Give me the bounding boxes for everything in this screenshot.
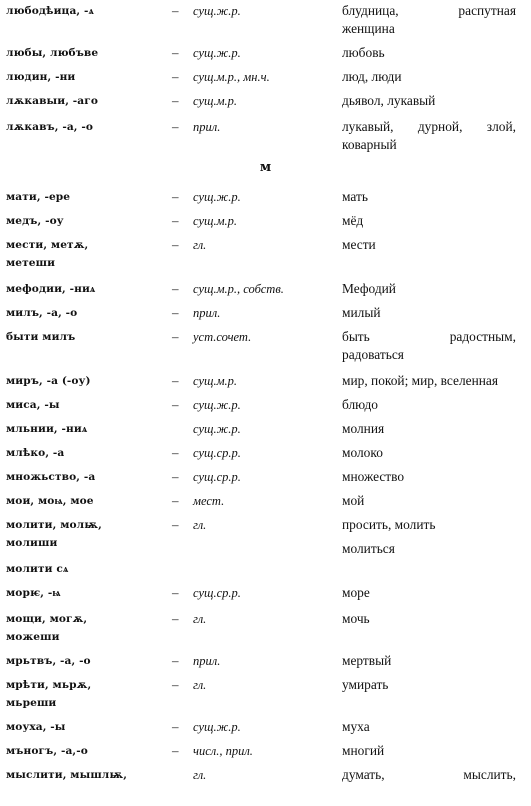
headword-line: мльнии, -ниѧ — [6, 423, 88, 435]
grammar-note: сущ.ср.р. — [193, 586, 241, 600]
headword-line: метеши — [6, 257, 56, 269]
dash-separator: – — [172, 93, 179, 108]
headword — [6, 118, 166, 136]
translation-line: мёд — [342, 213, 364, 228]
headword — [6, 212, 166, 230]
headword-line: можеши — [6, 631, 60, 643]
grammar-note: сущ.ж.р. — [193, 46, 241, 60]
grammar-note: прил. — [193, 120, 221, 134]
headword-line: молиши — [6, 537, 58, 549]
dash-separator: – — [172, 585, 179, 600]
translation-line: милый — [342, 305, 381, 320]
grammar-note: сущ.м.р. — [193, 374, 238, 388]
translation — [342, 444, 516, 462]
dash-separator: – — [172, 69, 179, 84]
headword — [6, 396, 166, 414]
dash-separator: – — [172, 517, 179, 532]
translation — [342, 92, 516, 110]
headword-line: морѥ, -ѩ — [6, 587, 61, 599]
dash-separator: – — [172, 305, 179, 320]
translation — [342, 396, 516, 414]
headword — [6, 766, 166, 784]
translation — [342, 372, 516, 390]
grammar-note: сущ.ср.р. — [193, 470, 241, 484]
headword — [6, 68, 166, 86]
headword-line: миръ, -а (-оу) — [6, 375, 91, 387]
translation-line: мой — [342, 493, 365, 508]
grammar-note: сущ.м.р. — [193, 214, 238, 228]
headword-line: лѫкавъ, -а, -о — [6, 121, 94, 133]
grammar-note: сущ.ж.р. — [193, 398, 241, 412]
grammar-note: уст.сочет. — [193, 330, 252, 344]
translation-line: мертвый — [342, 653, 392, 668]
translation-line: люд, люди — [342, 69, 402, 84]
translation-line: муха — [342, 719, 370, 734]
translation — [342, 468, 516, 486]
headword — [6, 468, 166, 486]
headword-line: мои, моѩ, мое — [6, 495, 94, 507]
headword-line: любы, любъве — [6, 47, 99, 59]
section-letter: м — [259, 160, 272, 175]
dash-separator: – — [172, 469, 179, 484]
headword — [6, 560, 166, 578]
grammar-note: сущ.м.р. — [193, 94, 238, 108]
headword — [6, 516, 166, 552]
grammar-note: числ., прил. — [193, 744, 253, 758]
headword — [6, 372, 166, 390]
headword-line: множьство, -а — [6, 471, 96, 483]
dash-separator: – — [172, 653, 179, 668]
headword — [6, 44, 166, 62]
headword-line: молити, молѭ, — [6, 519, 102, 531]
translation — [342, 280, 516, 298]
grammar-note: сущ.ср.р. — [193, 446, 241, 460]
entry-row — [0, 676, 531, 716]
entry-row — [0, 118, 531, 158]
translation — [342, 68, 516, 86]
headword-line: молити сѧ — [6, 563, 69, 575]
translation-line: молиться — [342, 541, 395, 556]
translation-line: молоко — [342, 445, 383, 460]
grammar-note: сущ.ж.р. — [193, 190, 241, 204]
translation-line: молния — [342, 421, 385, 436]
headword-line: мощи, могѫ, — [6, 613, 88, 625]
translation-line: просить, молить — [342, 517, 436, 532]
translation — [342, 188, 516, 206]
dash-separator: – — [172, 329, 179, 344]
headword-line: милъ, -а, -о — [6, 307, 78, 319]
translation-line: море — [342, 585, 370, 600]
dash-separator: – — [172, 45, 179, 60]
entry-row — [0, 766, 531, 806]
headword-line: людин, -ни — [6, 71, 76, 83]
headword-line: мести, метѫ, — [6, 239, 89, 251]
translation-line: множество — [342, 469, 405, 484]
dash-separator: – — [172, 281, 179, 296]
translation — [342, 2, 516, 38]
headword-line: мати, -ере — [6, 191, 71, 203]
dash-separator: – — [172, 611, 179, 626]
headword — [6, 610, 166, 646]
grammar-note: мест. — [193, 494, 225, 508]
headword — [6, 280, 166, 298]
translation-line: Мефодий — [342, 281, 396, 296]
headword-line: моуха, -ы — [6, 721, 66, 733]
dash-separator: – — [172, 213, 179, 228]
translation-line: блюдо — [342, 397, 378, 412]
translation-line: многий — [342, 743, 385, 758]
headword-line: мыслити, мышлѭ, — [6, 769, 128, 781]
translation — [342, 44, 516, 62]
headword — [6, 676, 166, 712]
headword — [6, 444, 166, 462]
translation-line: быть радостным, — [342, 329, 516, 344]
translation-line: думать, мыслить, — [342, 767, 516, 782]
headword — [6, 584, 166, 602]
translation-line: мочь — [342, 611, 370, 626]
headword-line: лѫкавыи, -аго — [6, 95, 99, 107]
translation-line: лукавый, дурной, злой, — [342, 119, 516, 134]
translation-line: коварный — [342, 137, 397, 152]
grammar-note: прил. — [193, 654, 221, 668]
headword-line: мъногъ, -а,-о — [6, 745, 88, 757]
headword-line: миса, -ы — [6, 399, 60, 411]
dash-separator: – — [172, 719, 179, 734]
headword-line: мрьтвъ, -а, -о — [6, 655, 91, 667]
grammar-note: сущ.м.р., собств. — [193, 282, 284, 296]
dash-separator: – — [172, 373, 179, 388]
grammar-note: гл. — [193, 612, 207, 626]
translation — [342, 118, 516, 154]
headword — [6, 742, 166, 760]
headword — [6, 236, 166, 272]
headword — [6, 328, 166, 346]
translation-line: мир, покой; мир, вселенная — [342, 373, 499, 388]
translation — [342, 742, 516, 760]
headword — [6, 492, 166, 510]
translation-line: мать — [342, 189, 368, 204]
translation — [342, 766, 516, 784]
headword — [6, 92, 166, 110]
dash-separator: – — [172, 397, 179, 412]
headword — [6, 718, 166, 736]
grammar-note: гл. — [193, 768, 207, 782]
translation-line: дьявол, лукавый — [342, 93, 436, 108]
headword-line: быти милъ — [6, 331, 76, 343]
headword-line: мьреши — [6, 697, 57, 709]
headword — [6, 188, 166, 206]
dash-separator: – — [172, 493, 179, 508]
headword-line: медъ, -оу — [6, 215, 64, 227]
translation — [342, 516, 516, 558]
translation — [342, 212, 516, 230]
grammar-note: сущ.ж.р. — [193, 4, 241, 18]
translation — [342, 492, 516, 510]
dash-separator: – — [172, 237, 179, 252]
entry-row — [0, 2, 531, 42]
dash-separator: – — [172, 677, 179, 692]
grammar-note: сущ.м.р., мн.ч. — [193, 70, 270, 84]
translation — [342, 652, 516, 670]
dash-separator: – — [172, 3, 179, 18]
translation — [342, 304, 516, 322]
headword — [6, 652, 166, 670]
translation — [342, 610, 516, 628]
translation — [342, 676, 516, 694]
grammar-note: прил. — [193, 306, 221, 320]
grammar-note: гл. — [193, 238, 207, 252]
headword — [6, 420, 166, 438]
translation-line: любовь — [342, 45, 385, 60]
translation-line: умирать — [342, 677, 389, 692]
headword — [6, 2, 166, 20]
dash-separator: – — [172, 743, 179, 758]
translation-line: радоваться — [342, 347, 404, 362]
dash-separator: – — [172, 445, 179, 460]
translation-line: мести — [342, 237, 376, 252]
entry-row — [0, 516, 531, 556]
headword-line: млѣко, -а — [6, 447, 65, 459]
translation — [342, 236, 516, 254]
translation-line: блудница, распутная — [342, 3, 516, 18]
headword-line: мефодии, -ниѧ — [6, 283, 96, 295]
headword — [6, 304, 166, 322]
translation — [342, 584, 516, 602]
translation — [342, 718, 516, 736]
dash-separator: – — [172, 119, 179, 134]
entry-row — [0, 610, 531, 650]
grammar-note: сущ.ж.р. — [193, 422, 241, 436]
translation — [342, 420, 516, 438]
grammar-note: гл. — [193, 518, 207, 532]
headword-line: мрѣти, мьрѫ, — [6, 679, 92, 691]
entry-row — [0, 236, 531, 276]
grammar-note: сущ.ж.р. — [193, 720, 241, 734]
translation-line: женщина — [342, 21, 395, 36]
headword-line: любодѣица, -ѧ — [6, 5, 94, 17]
grammar-note: гл. — [193, 678, 207, 692]
dash-separator: – — [172, 189, 179, 204]
translation — [342, 328, 516, 364]
entry-row — [0, 328, 531, 368]
